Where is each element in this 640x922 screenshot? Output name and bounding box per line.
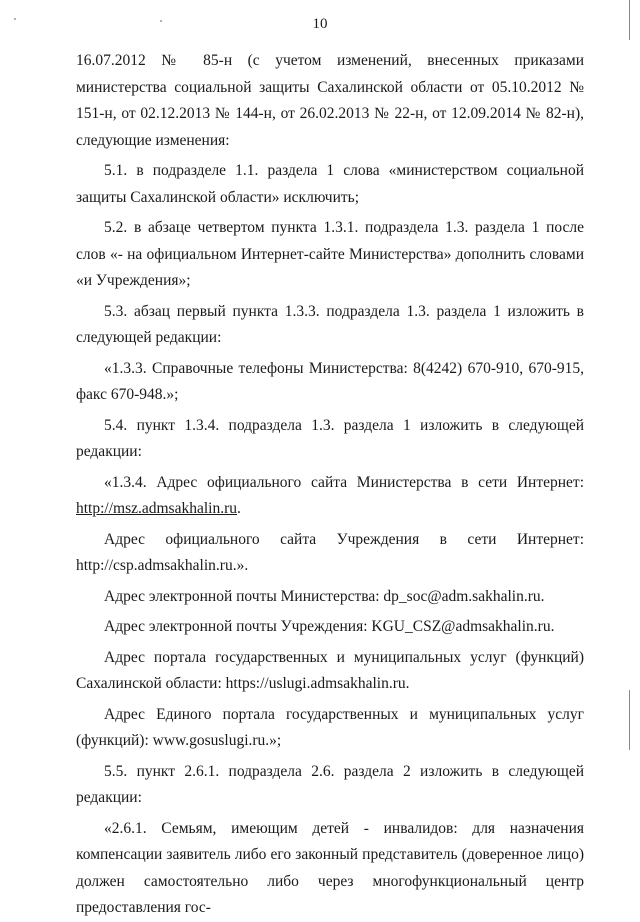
- paragraph: Адрес электронной почты Учреждения: KGU_CSZ@admsakhalin.ru.: [104, 618, 555, 635]
- ministry-site-link[interactable]: http://msz.admsakhalin.ru: [76, 500, 238, 517]
- paragraph: Адрес Единого портала государственных и муниципальных услуг (функций): www.gosuslugi.ru.»;: [76, 705, 584, 749]
- paragraph-text: .: [237, 500, 241, 517]
- paragraph-text: «1.3.4. Адрес официального сайта Министерства в сети Интернет:: [104, 473, 584, 491]
- scan-dot: [14, 18, 16, 20]
- paragraph: 5.5. пункт 2.6.1. подраздела 2.6. раздела 2 изложить в следующей редакции:: [76, 762, 584, 806]
- scan-edge-mark: [629, 690, 630, 750]
- page-number: 10: [312, 16, 328, 32]
- paragraph: Адрес портала государственных и муниципальных услуг (функций) Сахалинской области: https://uslugi.admsakhalin.ru.: [76, 648, 584, 692]
- paragraph: 16.07.2012 № 85-н (с учетом изменений, внесенных приказами министерства социальной защиты Сахалинской области от 05.10.2012 № 151-н, от 02.12.2013 № 144-н, от 26.02.2013 № 22-н, от 12.09.2014 № 82-н), следующие изменения:: [76, 52, 584, 149]
- scan-edge-mark: [629, 0, 630, 40]
- paragraph: [76, 470, 584, 523]
- paragraph: 5.3. абзац первый пункта 1.3.3. подраздела 1.3. раздела 1 изложить в следующей редакции:: [76, 302, 584, 346]
- paragraph: «1.3.3. Справочные телефоны Министерства: 8(4242) 670-910, 670-915, факс 670-948.»;: [76, 359, 584, 403]
- paragraph: 5.1. в подразделе 1.1. раздела 1 слова «министерством социальной защиты Сахалинской области» исключить;: [76, 162, 584, 206]
- paragraph: Адрес электронной почты Министерства: dp_soc@adm.sakhalin.ru.: [104, 587, 545, 605]
- paragraph: «2.6.1. Семьям, имеющим детей - инвалидов: для назначения компенсации заявитель либо его законный представитель (доверенное лицо) должен самостоятельно либо через многофункциональный центр предоставления гос-: [76, 819, 584, 916]
- scan-dot: [160, 20, 162, 22]
- paragraph: Адрес официального сайта Учреждения в сети Интернет:: [104, 530, 584, 548]
- paragraph: 5.4. пункт 1.3.4. подраздела 1.3. раздела 1 изложить в следующей редакции:: [76, 416, 584, 460]
- paragraph: http://csp.admsakhalin.ru.».: [76, 557, 249, 574]
- paragraph: 5.2. в абзаце четвертом пункта 1.3.1. подраздела 1.3. раздела 1 после слов «- на официальном Интернет-сайте Министерства» дополнить словами «и Учреждения»;: [76, 219, 584, 289]
- document-body: [76, 48, 584, 922]
